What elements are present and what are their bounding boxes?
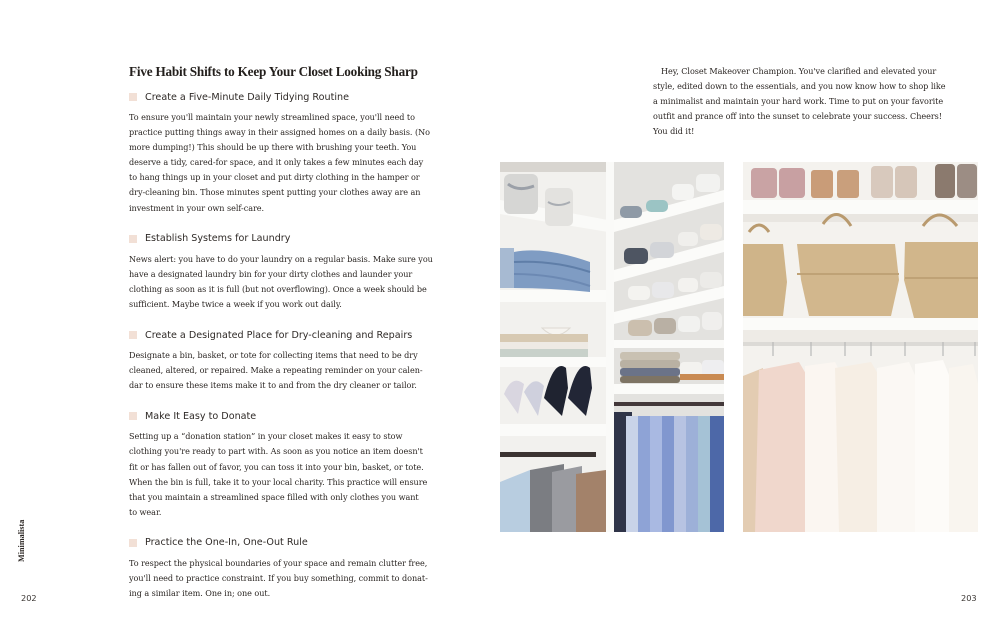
text-line: clothing you're ready to part with. As soon as you notice an item doesn't	[129, 446, 423, 457]
text-line: a minimalist and maintain your hard work. Time to put on your favorite	[653, 96, 944, 107]
right-page-closing-text	[653, 64, 953, 139]
text-line: Hey, Closet Makeover Champion. You've clarified and elevated your	[653, 66, 937, 76]
running-head-text: Minimalista	[17, 519, 26, 562]
text-line: practice putting things away in their assigned homes on a daily basis. (No	[129, 127, 430, 138]
square-bullet-icon	[129, 331, 137, 339]
text-line: dry-cleaning bin. Those minutes spent putting your clothes away are an	[129, 187, 421, 198]
section-body	[129, 348, 429, 393]
section-daily-tidying	[129, 90, 429, 216]
section-body	[129, 556, 429, 601]
text-line: ing a similar item. One in; one out.	[129, 588, 271, 599]
page-number-left: 202	[21, 593, 37, 603]
section-dry-cleaning	[129, 328, 429, 393]
section-subheading	[129, 232, 429, 246]
text-line: deserve a tidy, cared-for space, and it only takes a few minutes each day	[129, 157, 424, 168]
section-subheading	[129, 409, 429, 423]
text-line: To respect the physical boundaries of your space and remain clutter free,	[129, 557, 428, 568]
text-line: dar to ensure these items make it to and from the dry cleaner or tailor.	[129, 380, 417, 391]
text-line: to wear.	[129, 506, 162, 517]
closet-shelves-photo	[500, 162, 724, 532]
subheading-text: Make It Easy to Donate	[145, 410, 257, 422]
section-donate	[129, 409, 429, 520]
text-line: Designate a bin, basket, or tote for collecting items that need to be dry	[129, 350, 418, 361]
text-line: You did it!	[653, 126, 695, 137]
square-bullet-icon	[129, 93, 137, 101]
text-line: you'll need to practice constraint. If you buy something, commit to donat-	[129, 572, 428, 583]
text-line: have a designated laundry bin for your dirty clothes and launder your	[129, 268, 413, 279]
baskets-and-blouses-photo	[743, 162, 978, 532]
section-subheading	[129, 536, 429, 550]
text-line: clothing as soon as it is full (but not overflowing). Once a week should be	[129, 283, 427, 294]
text-line: When the bin is full, take it to your local charity. This practice will ensure	[129, 476, 428, 487]
text-line: sufficient. Maybe twice a week if you work out daily.	[129, 298, 342, 309]
text-line: to hang things up in your closet and put dirty clothing in the hamper or	[129, 172, 420, 183]
text-line: cleaned, altered, or repaired. Make a repeating reminder on your calen-	[129, 365, 423, 376]
text-line: Setting up a “donation station” in your closet makes it easy to stow	[129, 431, 403, 442]
text-line: style, edited down to the essentials, and you now know how to shop like	[653, 81, 946, 92]
subheading-text: Practice the One-In, One-Out Rule	[145, 537, 308, 549]
text-line: outfit and prance off into the sunset to celebrate your success. Cheers!	[653, 111, 942, 122]
section-subheading	[129, 90, 429, 104]
square-bullet-icon	[129, 539, 137, 547]
text-line: more dumping!) This should be up there with brushing your teeth. You	[129, 142, 417, 153]
section-body	[129, 110, 429, 216]
left-page-content	[129, 64, 433, 601]
text-line: News alert: you have to do your laundry on a regular basis. Make sure you	[129, 253, 433, 264]
text-line: fit or has fallen out of favor, you can toss it into your bin, basket, or tote.	[129, 461, 424, 472]
text-line: investment in your own self-care.	[129, 202, 265, 213]
text-line: that you maintain a streamlined space filled with only clothes you want	[129, 491, 419, 502]
section-subheading	[129, 328, 429, 342]
section-body	[129, 429, 429, 520]
text-line: To ensure you'll maintain your newly streamlined space, you'll need to	[129, 112, 415, 122]
subheading-text: Establish Systems for Laundry	[145, 233, 291, 245]
subheading-text: Create a Designated Place for Dry-cleaning and Repairs	[145, 329, 413, 341]
square-bullet-icon	[129, 235, 137, 243]
section-laundry	[129, 232, 433, 312]
section-one-in-one-out	[129, 536, 429, 601]
running-head	[17, 516, 31, 566]
page-number-right: 203	[961, 593, 977, 603]
page-heading: Five Habit Shifts to Keep Your Closet Looking Sharp	[129, 64, 418, 79]
subheading-text: Create a Five-Minute Daily Tidying Routine	[145, 91, 350, 103]
closing-paragraph	[653, 64, 953, 139]
section-body	[129, 252, 433, 312]
square-bullet-icon	[129, 412, 137, 420]
